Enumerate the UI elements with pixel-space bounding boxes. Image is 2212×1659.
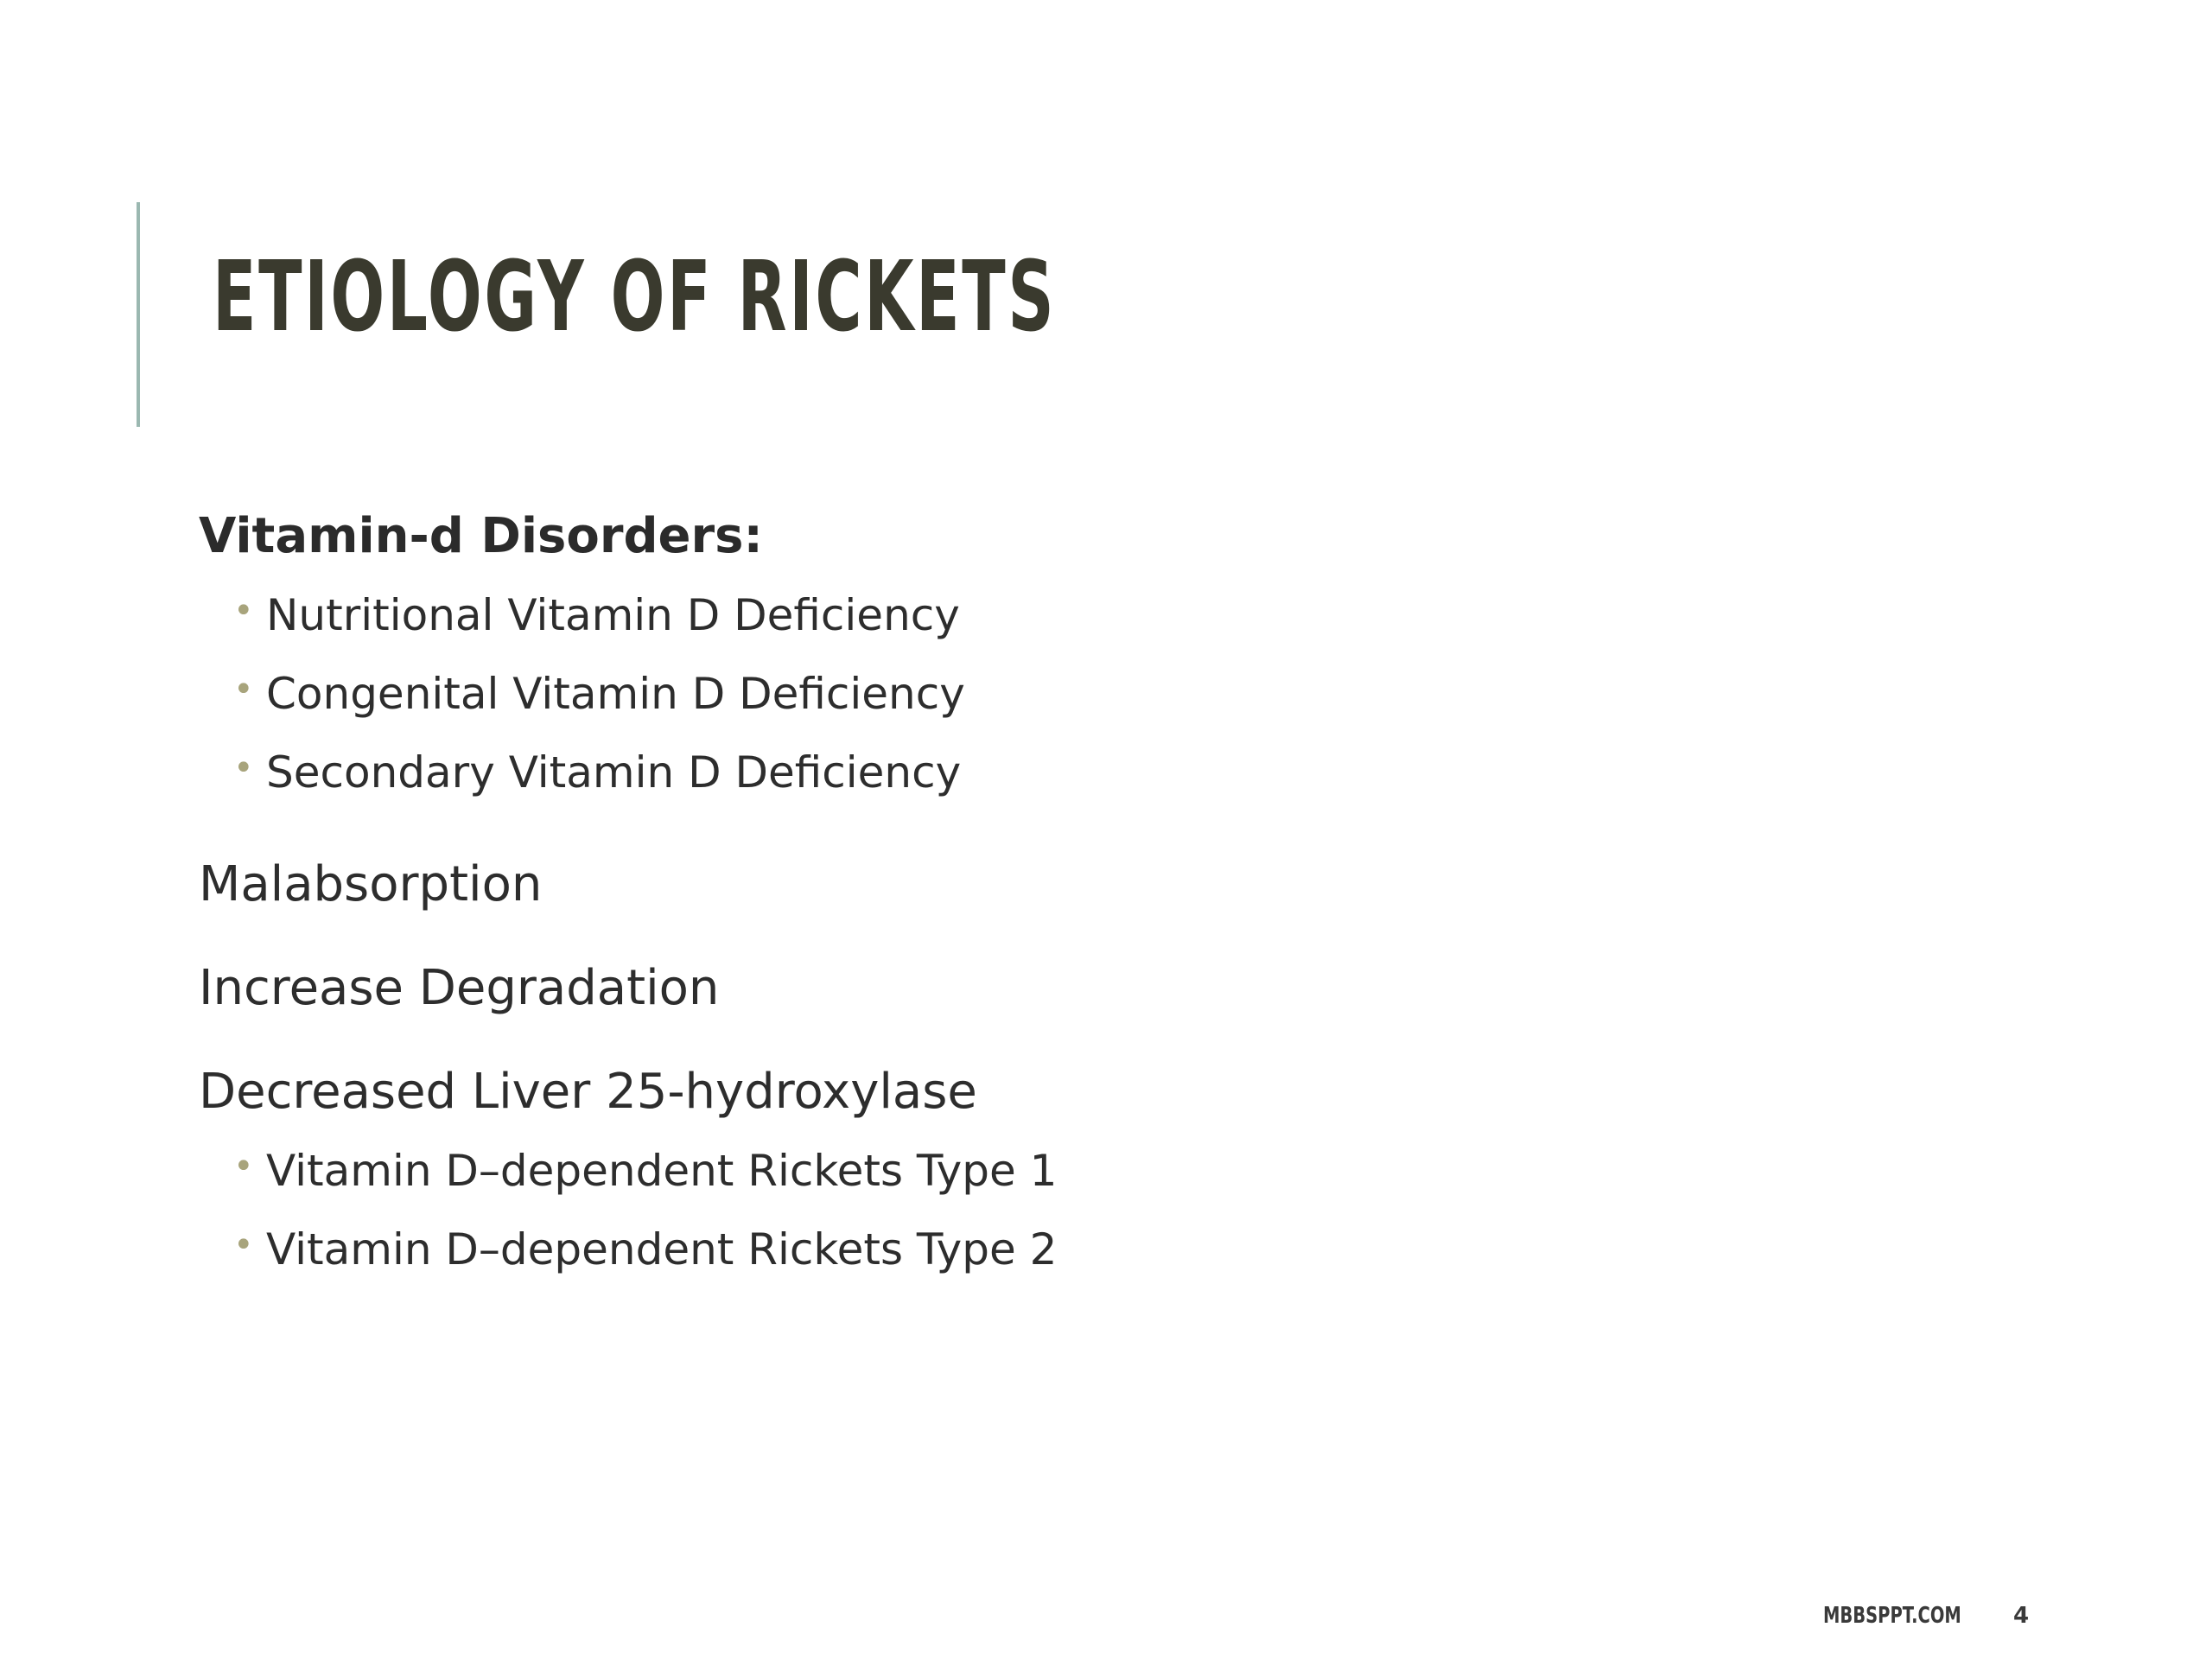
bullet-icon: • [233,1147,254,1186]
list-item [233,576,1057,655]
slide-title: ETIOLOGY OF RICKETS [213,241,1057,353]
section-heading: Vitamin-d Disorders: [199,508,763,564]
bullet-icon: • [233,748,254,788]
bullet-icon: • [233,1225,254,1265]
section-heading: Increase Degradation [199,960,720,1016]
list-item-text: Congenital Vitamin D Deficiency [266,669,965,719]
list-item [233,1132,1057,1211]
bullet-icon: • [233,670,254,709]
section-increase-degradation [199,957,1057,1020]
section-heading: Malabsorption [199,856,543,912]
list-item-text: Secondary Vitamin D Deficiency [266,747,962,798]
title-accent-bar [137,202,140,427]
footer-site-label: MBBSPPT.COM [1823,1603,1961,1629]
list-item-text: Vitamin D–dependent Rickets Type 1 [266,1146,1058,1196]
bullet-icon: • [233,591,254,631]
slide-content [199,505,1057,1331]
list-item-text: Vitamin D–dependent Rickets Type 2 [266,1224,1058,1274]
list-item [233,734,1057,812]
list-item [233,1211,1057,1289]
section-heading: Decreased Liver 25-hydroxylase [199,1064,977,1120]
page-number: 4 [2013,1603,2030,1629]
section-malabsorption [199,854,1057,916]
sub-list [199,1132,1057,1289]
list-item-text: Nutritional Vitamin D Deficiency [266,590,960,640]
section-decreased-liver-25-hydroxylase [199,1061,1057,1289]
section-vitamin-d-disorders [199,505,1057,812]
list-item [233,655,1057,734]
sub-list [199,576,1057,812]
